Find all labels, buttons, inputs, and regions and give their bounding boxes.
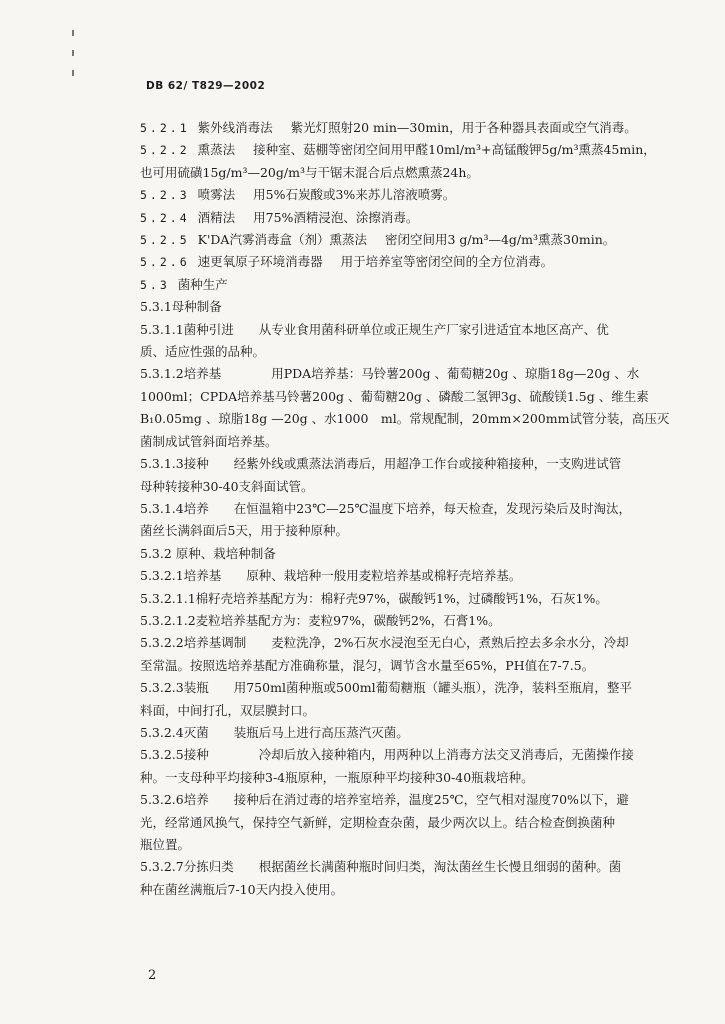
clause-text: 料面，中间打孔，双层膜封口。 <box>140 702 316 718</box>
clause-text: 5.3.1.2培养基 用PDA培养基：马铃薯200g 、葡萄糖20g 、琼脂18g—20g 、水 <box>140 366 640 382</box>
clause-number: 5.2.5 <box>140 233 190 248</box>
text-line <box>140 453 695 475</box>
text-line <box>140 744 695 766</box>
clause-text: 质、适应性强的品种。 <box>140 344 266 360</box>
clause-number: 5.3 <box>140 277 170 292</box>
clause-title: 菌种生产 <box>177 276 228 292</box>
text-line <box>140 184 695 206</box>
text-line <box>140 229 695 251</box>
clause-text: 密闭空间用3 g/m³—4g/m³熏蒸30min。 <box>384 232 616 248</box>
clause-text: 5.3.2.1培养基 原种、栽培种一般用麦粒培养基或棉籽壳培养基。 <box>140 568 522 584</box>
document-body <box>140 117 695 901</box>
text-line <box>140 162 695 184</box>
text-line <box>140 363 695 385</box>
text-line <box>140 117 695 139</box>
clause-number: 5.2.3 <box>140 188 190 203</box>
clause-text: 5.3.1母种制备 <box>140 299 222 315</box>
clause-title: 喷雾法 <box>197 187 236 203</box>
clause-text: 5.3.2.4灭菌 装瓶后马上进行高压蒸汽灭菌。 <box>140 724 409 740</box>
clause-text: 母种转接种30-40支斜面试管。 <box>140 478 314 494</box>
clause-text: 菌制成试管斜面培养基。 <box>140 433 278 449</box>
clause-number: 5.2.1 <box>140 121 190 135</box>
clause-text: 用75%酒精浸泡、涂擦消毒。 <box>253 209 419 225</box>
clause-text: 5.3.2.5接种 冷却后放入接种箱内，用两种以上消毒方法交叉消毒后，无菌操作接 <box>140 747 634 763</box>
text-line <box>140 274 695 296</box>
text-line <box>140 655 695 677</box>
text-line <box>140 632 695 654</box>
clause-text: 也可用硫磺15g/m³—20g/m³与干锯末混合后点燃熏蒸24h。 <box>140 164 479 180</box>
clause-text: 5.3.2.1.2麦粒培养基配方为：麦粒97%，碳酸钙2%，石膏1%。 <box>140 612 501 628</box>
clause-title: K'DA汽雾消毒盒（剂）熏蒸法 <box>197 232 367 248</box>
text-line <box>140 543 695 565</box>
clause-text: 5.3.2.6培养 接种后在消过毒的培养室培养，温度25℃，空气相对湿度70%以下，避 <box>140 792 629 808</box>
clause-text: 5.3.2.7分拣归类 根据菌丝长满菌种瓶时间归类，淘汰菌丝生长慢且细弱的菌种。菌 <box>140 859 622 875</box>
text-line <box>140 700 695 722</box>
clause-number: 5.2.6 <box>140 255 190 270</box>
text-line <box>140 207 695 229</box>
text-line <box>140 588 695 610</box>
clause-text: 5.3.2.1.1棉籽壳培养基配方为：棉籽壳97%，碳酸钙1%，过磷酸钙1%，石灰1%。 <box>140 590 608 606</box>
clause-text: 至常温。按照选培养基配方准确称量，混匀，调节含水量至65%，PH值在7-7.5。 <box>140 657 595 673</box>
text-line <box>140 408 695 430</box>
clause-title: 速更氧原子环境消毒器 <box>197 254 323 270</box>
text-line <box>140 319 695 341</box>
clause-text: 5.3.2 原种、栽培种制备 <box>140 545 276 561</box>
text-line <box>140 722 695 744</box>
clause-text: 5.3.1.4培养 在恒温箱中23℃—25℃温度下培养，每天检查，发现污染后及时淘汰， <box>140 500 632 516</box>
text-line <box>140 476 695 498</box>
clause-text: 5.3.2.3装瓶 用750ml菌种瓶或500ml葡萄糖瓶（罐头瓶），洗净，装料至瓶肩，整平 <box>140 680 632 696</box>
clause-title: 酒精法 <box>197 209 236 225</box>
clause-text: 用5%石炭酸或3%来苏儿溶液喷雾。 <box>253 187 456 203</box>
text-line <box>140 386 695 408</box>
clause-text: 菌丝长满斜面后5天，用于接种原种。 <box>140 523 348 539</box>
text-line <box>140 856 695 878</box>
clause-text: 1000ml；CPDA培养基马铃薯200g 、葡萄糖20g 、磷酸二氢钾3g、硫酸镁1.5g 、维生素 <box>140 388 649 404</box>
text-line <box>140 834 695 856</box>
clause-title: 熏蒸法 <box>197 142 236 158</box>
standard-code-header: DB 62/ T829—2002 <box>146 80 266 92</box>
clause-text: 接种室、菇棚等密闭空间用甲醛10ml/m³+高锰酸钾5g/m³熏蒸45min， <box>253 142 656 158</box>
clause-text: 5.3.1.1菌种引进 从专业食用菌科研单位或正规生产厂家引进适宜本地区高产、优 <box>140 321 609 337</box>
clause-text: 种在菌丝满瓶后7-10天内投入使用。 <box>140 881 344 897</box>
clause-text: 种。一支母种平均接种3-4瓶原种，一瓶原种平均接种30-40瓶栽培种。 <box>140 769 534 785</box>
page-number: 2 <box>148 968 157 983</box>
text-line <box>140 296 695 318</box>
clause-text: B₁0.05mg 、琼脂18g —20g 、水1000 ml。常规配制，20mm×200mm试管分装，高压灭 <box>140 411 670 427</box>
clause-text: 用于培养室等密闭空间的全方位消毒。 <box>340 254 554 270</box>
margin-marks <box>72 30 75 100</box>
clause-number: 5.2.4 <box>140 210 190 225</box>
text-line <box>140 251 695 273</box>
clause-title: 紫外线消毒法 <box>197 120 273 135</box>
clause-text: 瓶位置。 <box>140 837 191 852</box>
text-line <box>140 677 695 699</box>
text-line <box>140 520 695 542</box>
text-line <box>140 789 695 811</box>
clause-number: 5.2.2 <box>140 143 190 158</box>
text-line <box>140 139 695 161</box>
clause-text: 光，经常通风换气，保持空气新鲜，定期检查杂菌，最少两次以上。结合检查倒换菌种 <box>140 814 616 830</box>
clause-text: 5.3.2.2培养基调制 麦粒洗净，2%石灰水浸泡至无白心，煮熟后控去多余水分，冷却 <box>140 635 629 651</box>
text-line <box>140 431 695 453</box>
text-line <box>140 879 695 901</box>
text-line <box>140 812 695 834</box>
text-line <box>140 498 695 520</box>
clause-text: 5.3.1.3接种 经紫外线或熏蒸法消毒后，用超净工作台或接种箱接种，一支购进试管 <box>140 456 622 472</box>
text-line <box>140 565 695 587</box>
clause-text: 紫光灯照射20 min—30min，用于各种器具表面或空气消毒。 <box>290 120 637 135</box>
text-line <box>140 610 695 632</box>
text-line <box>140 341 695 363</box>
text-line <box>140 767 695 789</box>
